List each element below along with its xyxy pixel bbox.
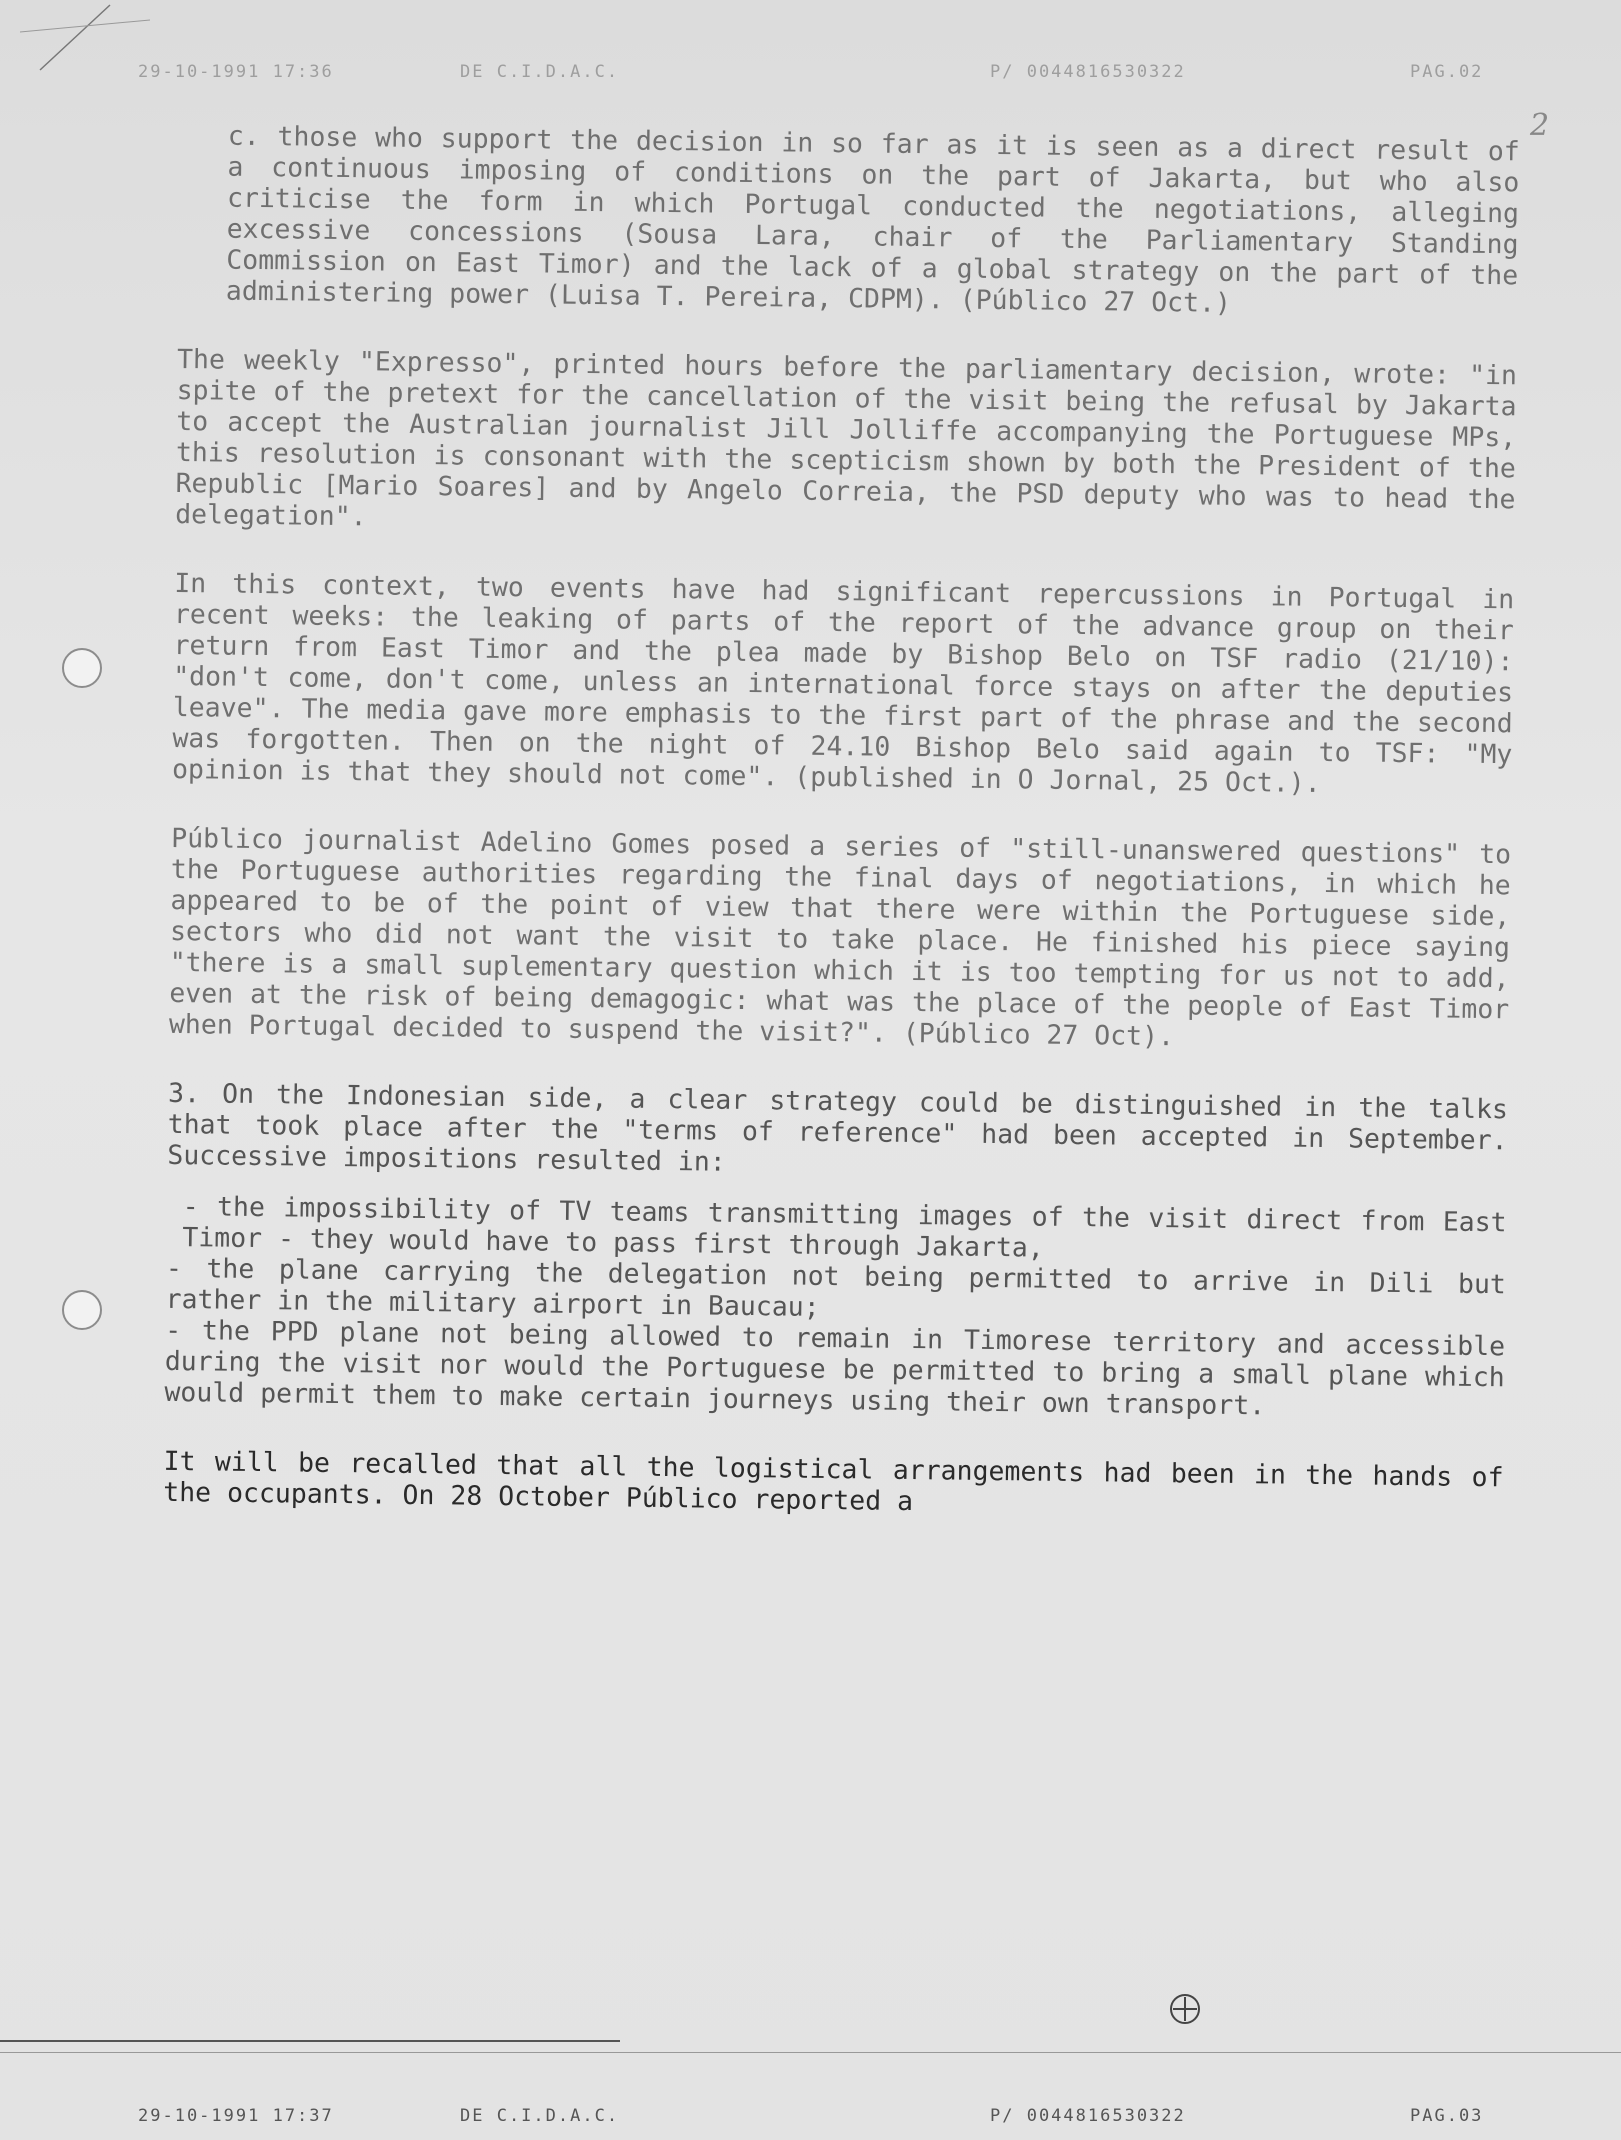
paragraph-c: c. those who support the decision in so far as it is seen as a direct result of a continuous imposing of conditions on the part of Jakarta, but who also criticise the form in which Portugal conducted the negotiations, alleging excessive concessions (Sousa Lara, chair of the Parliamentary Standing Commission on East Timor) and the lack of a global strategy on the part of the administering power (Luisa T. Pereira, CDPM). (Público 27 Oct.) xyxy=(225,120,1520,319)
footer-rule-dark xyxy=(0,2040,620,2042)
fax-header xyxy=(0,62,1621,92)
footer-sender: DE C.I.D.A.C. xyxy=(460,2106,620,2126)
fax-footer xyxy=(0,2106,1621,2136)
footer-fax-number: P/ 0044816530322 xyxy=(990,2106,1186,2126)
paragraph-publico: Público journalist Adelino Gomes posed a series of "still-unanswered questions" to the Portuguese authorities regarding the final days of negotiations, in which he appeared to be of the point of view that there were within the Portuguese side, sectors who did not want the visit to take place. He finished his piece saying "there is a small suplementary question which it is too tempting for us not to add, even at the risk of being demagogic: what was the place of the people of East Timor when Portugal decided to suspend the visit?". (Público 27 Oct). xyxy=(168,822,1512,1053)
punch-hole-bottom xyxy=(62,1290,102,1330)
list-item-ppd-plane: - the PPD plane not being allowed to remain in Timorese territory and accessible during the visit nor would the Portuguese be permitted to bring a small plane which would permit them to make certain journeys using their own transport. xyxy=(164,1314,1506,1422)
paragraph-indonesian-side: 3. On the Indonesian side, a clear strategy could be distinguished in the talks that took place after the "terms of reference" had been accepted in September. Successive impositions resulted in: xyxy=(167,1077,1509,1178)
document-body xyxy=(163,120,1520,1562)
paragraph-context: In this context, two events have had significant repercussions in Portugal in recent weeks: the leaking of parts of the report of the advance group on their return from East Timor and the plea made by Bishop Belo on TSF radio (21/10): "don't come, don't come, unless an international force stays on after the deputies leave". The media gave more emphasis to the first part of the phrase and the second was forgotten. Then on the night of 24.10 Bishop Belo said again to TSF: "My opinion is that they should not come". (published in O Jornal, 25 Oct.). xyxy=(171,567,1515,799)
handwritten-page-number: 2 xyxy=(1530,108,1550,143)
footer-datetime: 29-10-1991 17:37 xyxy=(138,2106,334,2126)
list-item-tv-teams: - the impossibility of TV teams transmitting images of the visit direct from East Timor - they would have to pass first through Jakarta, xyxy=(182,1191,1507,1264)
footer-rule-light xyxy=(0,2052,1621,2053)
list-item-plane-dili: - the plane carrying the delegation not being permitted to arrive in Dili but rather in the military airport in Baucau; xyxy=(165,1252,1507,1323)
paragraph-logistics: It will be recalled that all the logistical arrangements had been in the hands of the occupants. On 28 October Público reported a xyxy=(163,1445,1504,1518)
header-sender: DE C.I.D.A.C. xyxy=(460,62,620,82)
crosshair-stamp-icon xyxy=(1168,1992,1202,2026)
punch-hole-top xyxy=(62,648,102,688)
footer-page: PAG.03 xyxy=(1410,2106,1484,2126)
header-fax-number: P/ 0044816530322 xyxy=(990,62,1186,82)
header-datetime: 29-10-1991 17:36 xyxy=(138,62,334,82)
header-page: PAG.02 xyxy=(1410,62,1484,82)
paragraph-expresso: The weekly "Expresso", printed hours before the parliamentary decision, wrote: "in spite of the pretext for the cancellation of the visit being the refusal by Jakarta to accept the Australian journalist Jill Jolliffe accompanying the Portuguese MPs, this resolution is consonant with the scepticism shown by both the President of the Republic [Mario Soares] and by Angelo Correia, the PSD deputy who was to head the delegation". xyxy=(174,343,1518,533)
